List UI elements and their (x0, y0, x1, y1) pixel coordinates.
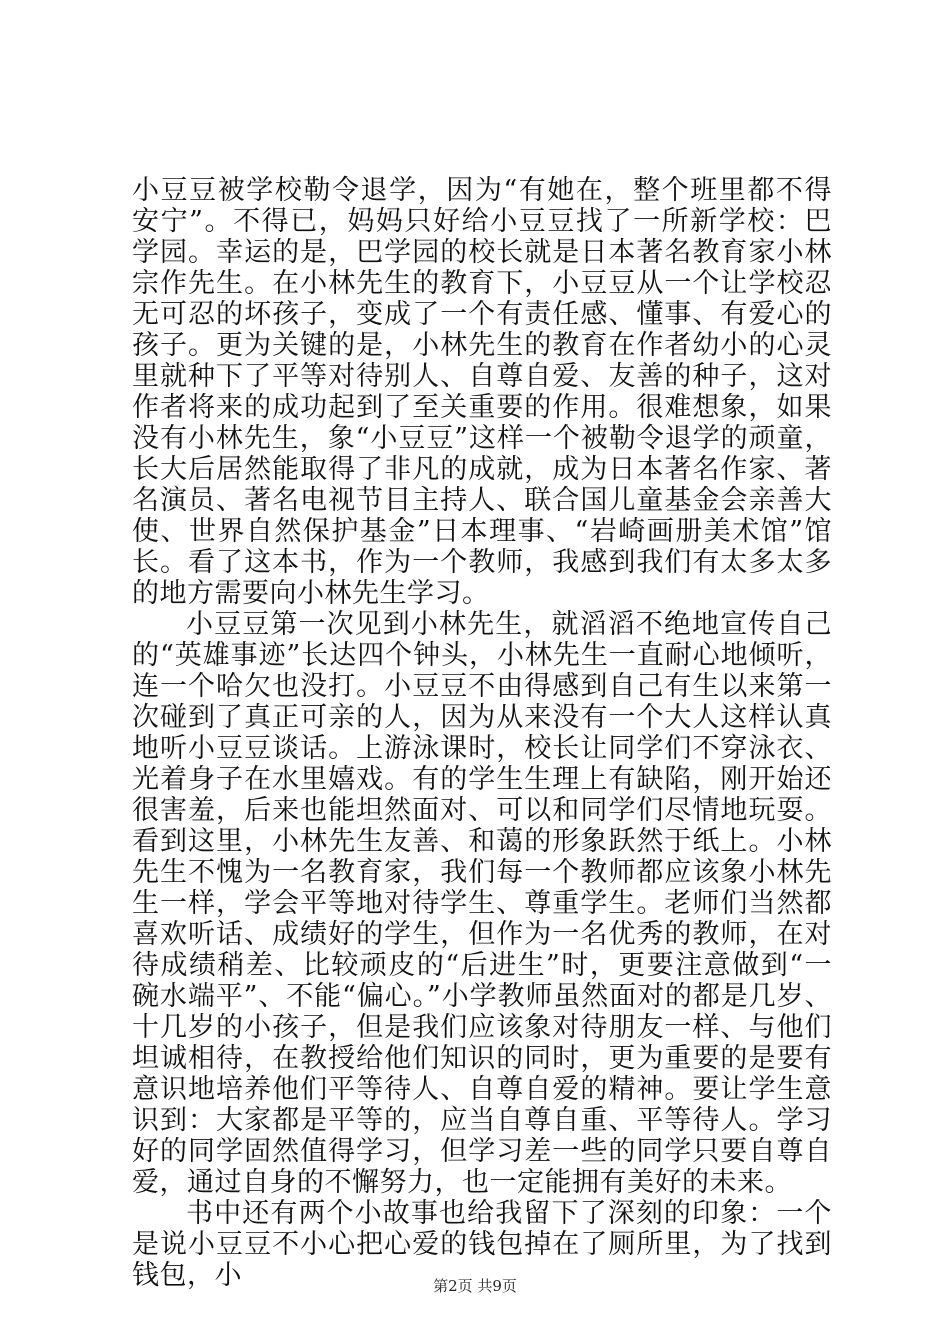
paragraph-1: 小豆豆被学校勒令退学，因为“有她在，整个班里都不得安宁”。不得已，妈妈只好给小豆豆找了一所新学校：巴学园。幸运的是，巴学园的校长就是日本著名教育家小林宗作先生。在小林先生的教育下，小豆豆从一个让学校忍无可忍的坏孩子，变成了一个有责任感、懂事、有爱心的孩子。更为关键的是，小林先生的教育在作者幼小的心灵里就种下了平等对待别人、自尊自爱、友善的种子，这对作者将来的成功起到了至关重要的作用。很难想象，如果没有小林先生，象“小豆豆”这样一个被勒令退学的顽童，长大后居然能取得了非凡的成就，成为日本著名作家、著名演员、著名电视节目主持人、联合国儿童基金会亲善大使、世界自然保护基金”日本理事、“岩崎画册美术馆”馆长。看了这本书，作为一个教师，我感到我们有太多太多的地方需要向小林先生学习。 (132, 175, 832, 609)
paragraph-3: 书中还有两个小故事也给我留下了深刻的印象：一个是说小豆豆不小心把心爱的钱包掉在了厕所里，为了找到钱包，小 (132, 1198, 832, 1291)
paragraph-2: 小豆豆第一次见到小林先生，就滔滔不绝地宣传自己的“英雄事迹”长达四个钟头，小林先生一直耐心地倾听，连一个哈欠也没打。小豆豆不由得感到自己有生以来第一次碰到了真正可亲的人，因为从来没有一个大人这样认真地听小豆豆谈话。上游泳课时，校长让同学们不穿泳衣、光着身子在水里嬉戏。有的学生生理上有缺陷，刚开始还很害羞，后来也能坦然面对、可以和同学们尽情地玩耍。看到这里，小林先生友善、和蔼的形象跃然于纸上。小林先生不愧为一名教育家，我们每一个教师都应该象小林先生一样，学会平等地对待学生、尊重学生。老师们当然都喜欢听话、成绩好的学生，但作为一名优秀的教师，在对待成绩稍差、比较顽皮的“后进生”时，更要注意做到“一碗水端平”、不能“偏心。”小学教师虽然面对的都是几岁、十几岁的小孩子，但是我们应该象对待朋友一样、与他们坦诚相待，在教授给他们知识的同时，更为重要的是要有意识地培养他们平等待人、自尊自爱的精神。要让学生意识到：大家都是平等的，应当自尊自重、平等待人。学习好的同学固然值得学习，但学习差一些的同学只要自尊自爱，通过自身的不懈努力，也一定能拥有美好的未来。 (132, 609, 832, 1198)
document-body (132, 175, 832, 1291)
page-footer: 第2页 共9页 (433, 1277, 517, 1295)
